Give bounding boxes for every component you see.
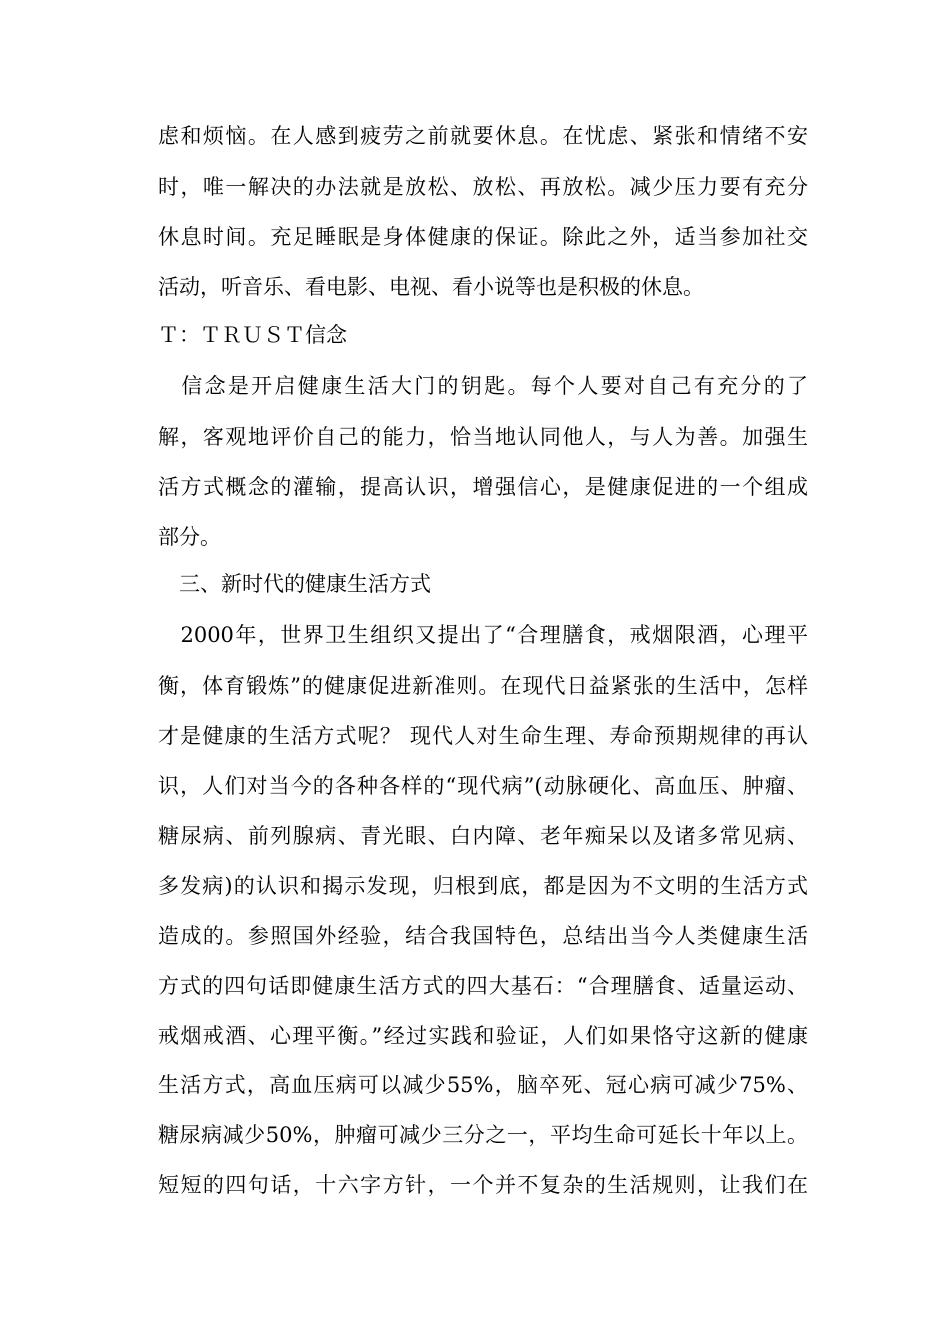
body-text-line: 糖尿病减少50%，肿瘤可减少三分之一，平均生命可延长十年以上。 <box>158 1123 808 1147</box>
section-heading-trust: Ｔ：ＴＲＵＳＴ信念 <box>158 323 347 347</box>
body-text-line: 才是健康的生活方式呢？ 现代人对生命生理、寿命预期规律的再认 <box>158 724 808 748</box>
body-text-line: 虑和烦恼。在人感到疲劳之前就要休息。在忧虑、紧张和情绪不安 <box>158 124 808 148</box>
body-text-line: 糖尿病、前列腺病、青光眼、白内障、老年痴呆以及诸多常见病、 <box>158 824 808 848</box>
body-text-line: 部分。 <box>158 525 221 549</box>
section-heading-3: 三、新时代的健康生活方式 <box>158 572 431 596</box>
body-text-line: 造成的。参照国外经验，结合我国特色，总结出当今人类健康生活 <box>158 924 808 948</box>
body-text-line: 信念是开启健康生活大门的钥匙。每个人要对自己有充分的了 <box>158 374 808 398</box>
body-text-line: 解，客观地评价自己的能力，恰当地认同他人，与人为善。加强生 <box>158 425 808 449</box>
body-text-line: 方式的四句话即健康生活方式的四大基石：“合理膳食、适量运动、 <box>158 974 808 998</box>
body-text-line: 多发病)的认识和揭示发现，归根到底，都是因为不文明的生活方式 <box>158 874 808 898</box>
body-text-line: 戒烟戒酒、心理平衡。”经过实践和验证，人们如果恪守这新的健康 <box>158 1024 808 1048</box>
body-text-line: 2000年，世界卫生组织又提出了“合理膳食，戒烟限酒，心理平 <box>158 623 808 647</box>
body-text-line: 短短的四句话，十六字方针，一个并不复杂的生活规则，让我们在 <box>158 1173 808 1197</box>
body-text-line: 衡，体育锻炼”的健康促进新准则。在现代日益紧张的生活中，怎样 <box>158 674 808 698</box>
body-text-line: 生活方式，高血压病可以减少55%，脑卒死、冠心病可减少75%、 <box>158 1073 808 1097</box>
body-text-line: 识，人们对当今的各种各样的“现代病”(动脉硬化、高血压、肿瘤、 <box>158 774 808 798</box>
body-text-line: 休息时间。充足睡眠是身体健康的保证。除此之外，适当参加社交 <box>158 225 808 249</box>
body-text-line: 活方式概念的灌输，提高认识，增强信心，是健康促进的一个组成 <box>158 475 808 499</box>
body-text-line: 活动，听音乐、看电影、电视、看小说等也是积极的休息。 <box>158 275 704 299</box>
body-text-line: 时，唯一解决的办法就是放松、放松、再放松。减少压力要有充分 <box>158 175 808 199</box>
